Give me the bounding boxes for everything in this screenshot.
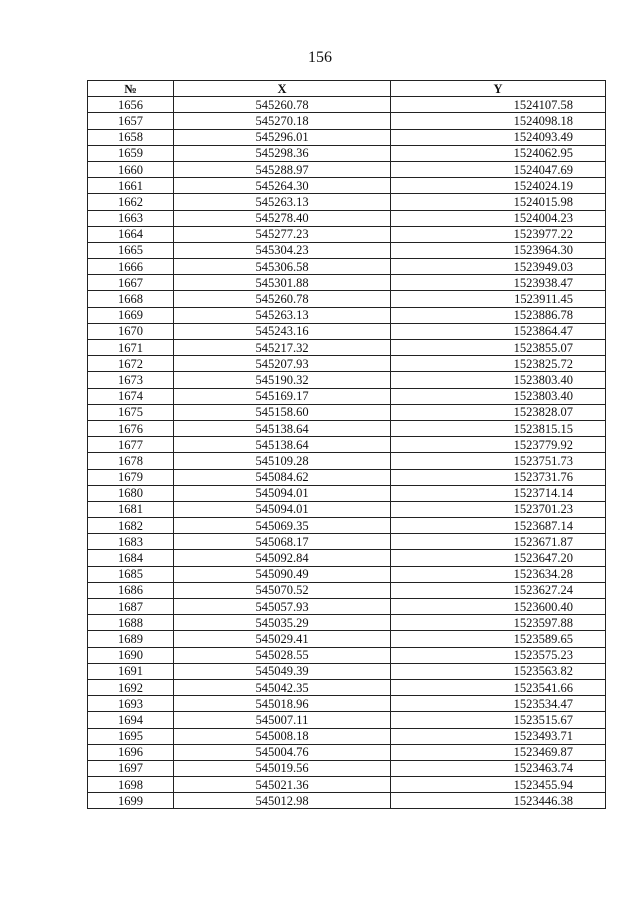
table-row (88, 679, 606, 695)
x-coordinate-cell: 545007.11 (174, 712, 391, 728)
table-row (88, 129, 606, 145)
point-number-cell: 1679 (88, 469, 174, 485)
point-number-cell: 1693 (88, 696, 174, 712)
x-coordinate-cell: 545263.13 (174, 194, 391, 210)
x-coordinate-cell: 545012.98 (174, 793, 391, 809)
x-coordinate-cell: 545084.62 (174, 469, 391, 485)
table-row (88, 760, 606, 776)
point-number-cell: 1675 (88, 404, 174, 420)
y-coordinate-cell: 1523911.45 (391, 291, 606, 307)
y-coordinate-cell: 1523600.40 (391, 599, 606, 615)
point-number-cell: 1671 (88, 340, 174, 356)
table-row (88, 582, 606, 598)
table-row (88, 793, 606, 809)
table-row (88, 226, 606, 242)
y-coordinate-cell: 1523647.20 (391, 550, 606, 566)
table-row (88, 631, 606, 647)
point-number-cell: 1692 (88, 679, 174, 695)
x-coordinate-cell: 545263.13 (174, 307, 391, 323)
point-number-cell: 1691 (88, 663, 174, 679)
x-coordinate-cell: 545019.56 (174, 760, 391, 776)
y-coordinate-cell: 1523589.65 (391, 631, 606, 647)
point-number-cell: 1666 (88, 259, 174, 275)
table-row (88, 550, 606, 566)
table-row (88, 210, 606, 226)
y-coordinate-cell: 1523687.14 (391, 518, 606, 534)
x-coordinate-cell: 545057.93 (174, 599, 391, 615)
y-coordinate-cell: 1523671.87 (391, 534, 606, 550)
point-number-cell: 1694 (88, 712, 174, 728)
x-coordinate-cell: 545217.32 (174, 340, 391, 356)
point-number-cell: 1690 (88, 647, 174, 663)
table-row (88, 485, 606, 501)
table-row (88, 323, 606, 339)
table-row (88, 340, 606, 356)
y-coordinate-cell: 1524062.95 (391, 145, 606, 161)
table-row (88, 712, 606, 728)
y-coordinate-cell: 1523825.72 (391, 356, 606, 372)
table-row (88, 469, 606, 485)
y-coordinate-cell: 1523493.71 (391, 728, 606, 744)
y-coordinate-cell: 1523828.07 (391, 404, 606, 420)
point-number-cell: 1686 (88, 582, 174, 598)
y-coordinate-cell: 1523463.74 (391, 760, 606, 776)
y-coordinate-cell: 1523949.03 (391, 259, 606, 275)
y-coordinate-cell: 1523575.23 (391, 647, 606, 663)
table-row (88, 777, 606, 793)
y-coordinate-cell: 1523515.67 (391, 712, 606, 728)
y-coordinate-cell: 1523803.40 (391, 372, 606, 388)
table-row (88, 534, 606, 550)
point-number-cell: 1658 (88, 129, 174, 145)
y-coordinate-cell: 1523803.40 (391, 388, 606, 404)
point-number-cell: 1661 (88, 178, 174, 194)
x-coordinate-cell: 545158.60 (174, 404, 391, 420)
table-body (88, 97, 606, 809)
table-row (88, 372, 606, 388)
table-row (88, 453, 606, 469)
point-number-cell: 1689 (88, 631, 174, 647)
y-coordinate-cell: 1524047.69 (391, 161, 606, 177)
point-number-cell: 1698 (88, 777, 174, 793)
x-coordinate-cell: 545092.84 (174, 550, 391, 566)
x-coordinate-cell: 545068.17 (174, 534, 391, 550)
point-number-cell: 1681 (88, 501, 174, 517)
y-coordinate-cell: 1523627.24 (391, 582, 606, 598)
y-coordinate-cell: 1523855.07 (391, 340, 606, 356)
coordinates-table (87, 80, 606, 809)
point-number-cell: 1674 (88, 388, 174, 404)
x-coordinate-cell: 545138.64 (174, 437, 391, 453)
point-number-cell: 1688 (88, 615, 174, 631)
y-coordinate-cell: 1524098.18 (391, 113, 606, 129)
x-coordinate-cell: 545260.78 (174, 97, 391, 113)
x-coordinate-cell: 545049.39 (174, 663, 391, 679)
x-coordinate-cell: 545298.36 (174, 145, 391, 161)
x-coordinate-cell: 545094.01 (174, 485, 391, 501)
y-coordinate-cell: 1523597.88 (391, 615, 606, 631)
y-coordinate-cell: 1523563.82 (391, 663, 606, 679)
x-coordinate-cell: 545288.97 (174, 161, 391, 177)
x-coordinate-cell: 545260.78 (174, 291, 391, 307)
x-coordinate-cell: 545169.17 (174, 388, 391, 404)
header-number: № (88, 81, 174, 97)
table-row (88, 663, 606, 679)
table-row (88, 437, 606, 453)
point-number-cell: 1665 (88, 242, 174, 258)
table-row (88, 97, 606, 113)
table-row (88, 615, 606, 631)
point-number-cell: 1673 (88, 372, 174, 388)
table-row (88, 696, 606, 712)
x-coordinate-cell: 545029.41 (174, 631, 391, 647)
point-number-cell: 1672 (88, 356, 174, 372)
table-row (88, 242, 606, 258)
y-coordinate-cell: 1524093.49 (391, 129, 606, 145)
point-number-cell: 1683 (88, 534, 174, 550)
table-row (88, 647, 606, 663)
y-coordinate-cell: 1524107.58 (391, 97, 606, 113)
x-coordinate-cell: 545278.40 (174, 210, 391, 226)
y-coordinate-cell: 1523864.47 (391, 323, 606, 339)
y-coordinate-cell: 1523534.47 (391, 696, 606, 712)
table-row (88, 145, 606, 161)
y-coordinate-cell: 1523815.15 (391, 420, 606, 436)
y-coordinate-cell: 1523701.23 (391, 501, 606, 517)
point-number-cell: 1656 (88, 97, 174, 113)
table-row (88, 501, 606, 517)
x-coordinate-cell: 545109.28 (174, 453, 391, 469)
x-coordinate-cell: 545301.88 (174, 275, 391, 291)
x-coordinate-cell: 545008.18 (174, 728, 391, 744)
x-coordinate-cell: 545138.64 (174, 420, 391, 436)
x-coordinate-cell: 545270.18 (174, 113, 391, 129)
point-number-cell: 1697 (88, 760, 174, 776)
point-number-cell: 1670 (88, 323, 174, 339)
table-row (88, 291, 606, 307)
header-y: Y (391, 81, 606, 97)
table-row (88, 420, 606, 436)
point-number-cell: 1695 (88, 728, 174, 744)
x-coordinate-cell: 545094.01 (174, 501, 391, 517)
point-number-cell: 1680 (88, 485, 174, 501)
point-number-cell: 1668 (88, 291, 174, 307)
x-coordinate-cell: 545090.49 (174, 566, 391, 582)
y-coordinate-cell: 1523714.14 (391, 485, 606, 501)
point-number-cell: 1657 (88, 113, 174, 129)
table-row (88, 178, 606, 194)
point-number-cell: 1682 (88, 518, 174, 534)
table-row (88, 161, 606, 177)
x-coordinate-cell: 545069.35 (174, 518, 391, 534)
table-row (88, 194, 606, 210)
y-coordinate-cell: 1524004.23 (391, 210, 606, 226)
table-row (88, 404, 606, 420)
point-number-cell: 1684 (88, 550, 174, 566)
y-coordinate-cell: 1523751.73 (391, 453, 606, 469)
table-row (88, 566, 606, 582)
y-coordinate-cell: 1523964.30 (391, 242, 606, 258)
y-coordinate-cell: 1523977.22 (391, 226, 606, 242)
y-coordinate-cell: 1523541.66 (391, 679, 606, 695)
point-number-cell: 1685 (88, 566, 174, 582)
y-coordinate-cell: 1523469.87 (391, 744, 606, 760)
table-row (88, 259, 606, 275)
table-row (88, 388, 606, 404)
y-coordinate-cell: 1523634.28 (391, 566, 606, 582)
point-number-cell: 1687 (88, 599, 174, 615)
x-coordinate-cell: 545190.32 (174, 372, 391, 388)
x-coordinate-cell: 545042.35 (174, 679, 391, 695)
x-coordinate-cell: 545070.52 (174, 582, 391, 598)
y-coordinate-cell: 1523779.92 (391, 437, 606, 453)
page-number: 156 (308, 49, 332, 66)
point-number-cell: 1696 (88, 744, 174, 760)
point-number-cell: 1662 (88, 194, 174, 210)
table-row (88, 307, 606, 323)
x-coordinate-cell: 545243.16 (174, 323, 391, 339)
x-coordinate-cell: 545021.36 (174, 777, 391, 793)
x-coordinate-cell: 545035.29 (174, 615, 391, 631)
point-number-cell: 1660 (88, 161, 174, 177)
point-number-cell: 1667 (88, 275, 174, 291)
table-row (88, 113, 606, 129)
x-coordinate-cell: 545296.01 (174, 129, 391, 145)
y-coordinate-cell: 1524024.19 (391, 178, 606, 194)
point-number-cell: 1669 (88, 307, 174, 323)
x-coordinate-cell: 545018.96 (174, 696, 391, 712)
x-coordinate-cell: 545304.23 (174, 242, 391, 258)
point-number-cell: 1663 (88, 210, 174, 226)
x-coordinate-cell: 545004.76 (174, 744, 391, 760)
y-coordinate-cell: 1523886.78 (391, 307, 606, 323)
y-coordinate-cell: 1524015.98 (391, 194, 606, 210)
x-coordinate-cell: 545306.58 (174, 259, 391, 275)
point-number-cell: 1676 (88, 420, 174, 436)
table-row (88, 744, 606, 760)
point-number-cell: 1664 (88, 226, 174, 242)
x-coordinate-cell: 545264.30 (174, 178, 391, 194)
y-coordinate-cell: 1523446.38 (391, 793, 606, 809)
y-coordinate-cell: 1523455.94 (391, 777, 606, 793)
x-coordinate-cell: 545207.93 (174, 356, 391, 372)
point-number-cell: 1677 (88, 437, 174, 453)
x-coordinate-cell: 545277.23 (174, 226, 391, 242)
table-row (88, 728, 606, 744)
y-coordinate-cell: 1523731.76 (391, 469, 606, 485)
table-row (88, 356, 606, 372)
header-x: X (174, 81, 391, 97)
point-number-cell: 1699 (88, 793, 174, 809)
point-number-cell: 1659 (88, 145, 174, 161)
table-row (88, 599, 606, 615)
y-coordinate-cell: 1523938.47 (391, 275, 606, 291)
point-number-cell: 1678 (88, 453, 174, 469)
table-row (88, 275, 606, 291)
x-coordinate-cell: 545028.55 (174, 647, 391, 663)
table-row (88, 518, 606, 534)
table-header-row (88, 81, 606, 97)
